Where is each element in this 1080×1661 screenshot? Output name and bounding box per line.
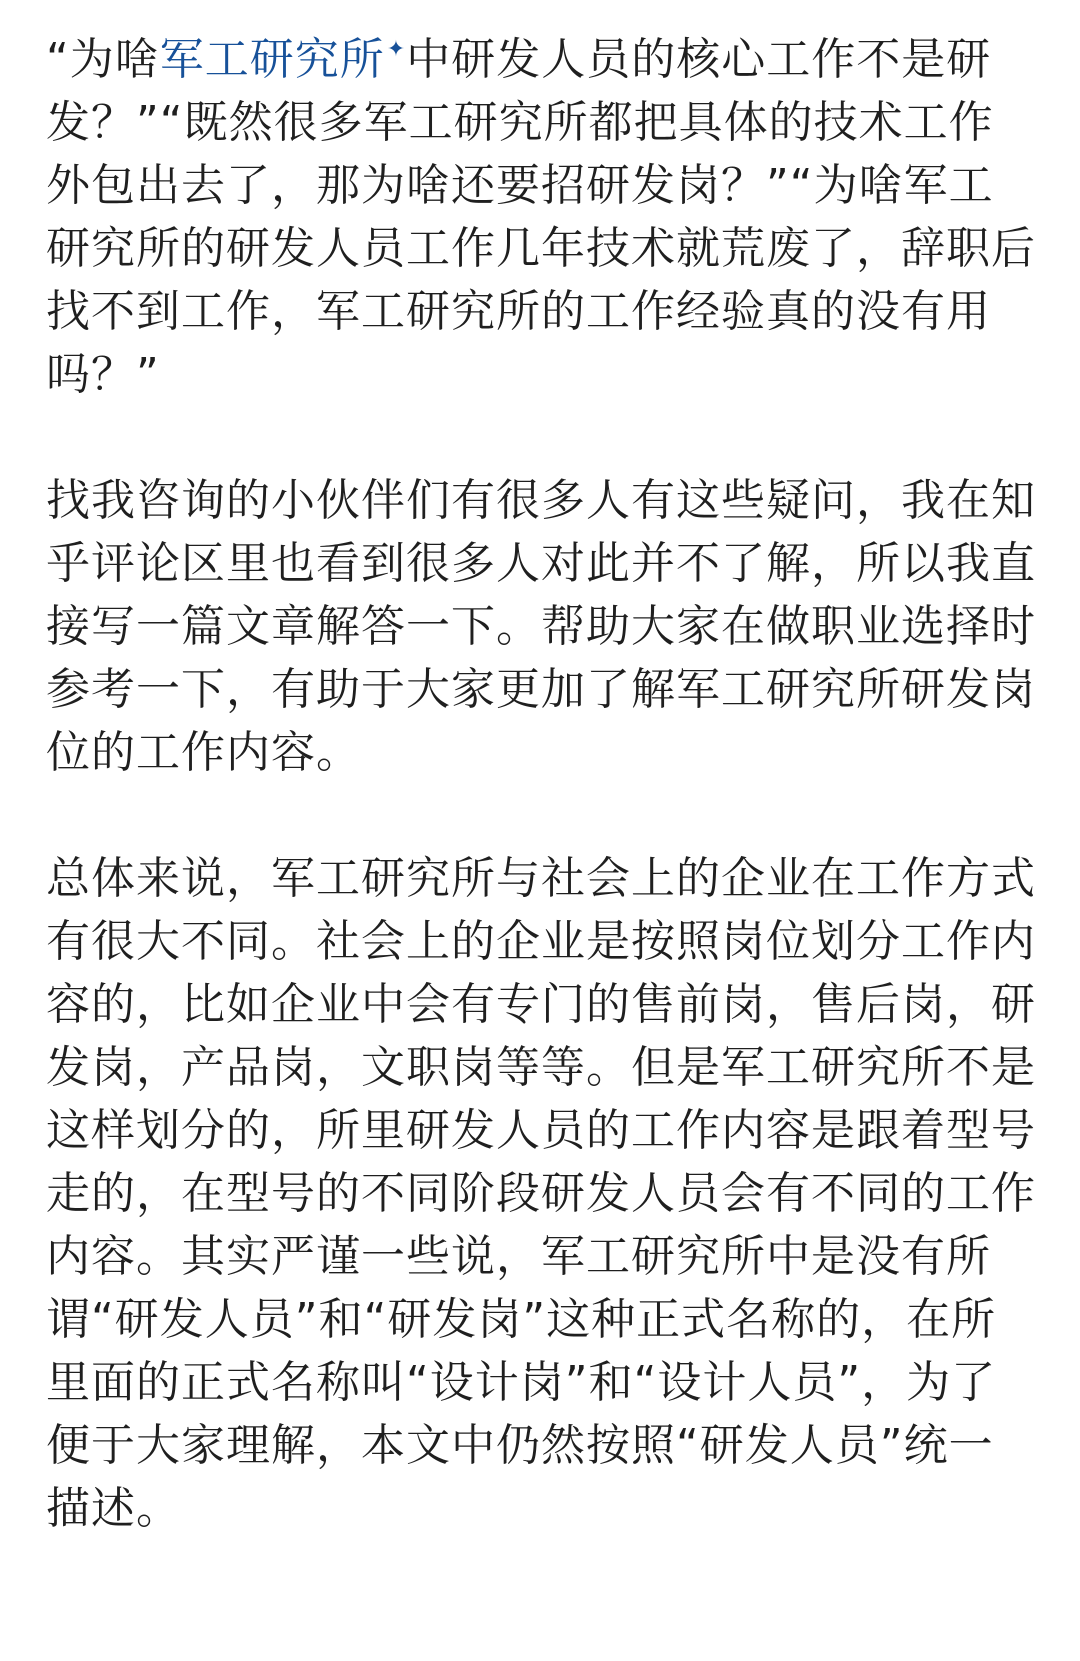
paragraph-overview: 总体来说，军工研究所与社会上的企业在工作方式有很大不同。社会上的企业是按照岗位划分工作内容的，比如企业中会有专门的售前岗，售后岗，研发岗，产品岗，文职岗等等。但是军工研究所不是这样划分的，所里研发人员的工作内容是跟着型号走的，在型号的不同阶段研发人员会有不同的工作内容。其实严谨一些说，军工研究所中是没有所谓“研发人员”和“研发岗”这种正式名称的，在所里面的正式名称叫“设计岗”和“设计人员”，为了便于大家理解，本文中仍然按照“研发人员”统一描述。	[46, 853, 1036, 1534]
paragraph-questions	[46, 18, 1036, 406]
article-body	[46, 18, 1036, 1540]
sparkle-icon: ✦	[386, 37, 407, 62]
keyword-link-military-institute[interactable]	[160, 34, 406, 85]
paragraph-text-after-link: 中研发人员的核心工作不是研发？”“既然很多军工研究所都把具体的技术工作外包出去了，那为啥还要招研发岗？”“为啥军工研究所的研发人员工作几年技术就荒废了，辞职后找不到工作，军工研究所的工作经验真的没有用吗？”	[46, 34, 1036, 400]
paragraph-intro: 找我咨询的小伙伴们有很多人有这些疑问，我在知乎评论区里也看到很多人对此并不了解，所以我直接写一篇文章解答一下。帮助大家在做职业选择时参考一下，有助于大家更加了解军工研究所研发岗位的工作内容。	[46, 475, 1036, 778]
keyword-link-text: 军工研究所	[159, 34, 385, 85]
paragraph-text-before-link: “为啥	[46, 34, 160, 85]
